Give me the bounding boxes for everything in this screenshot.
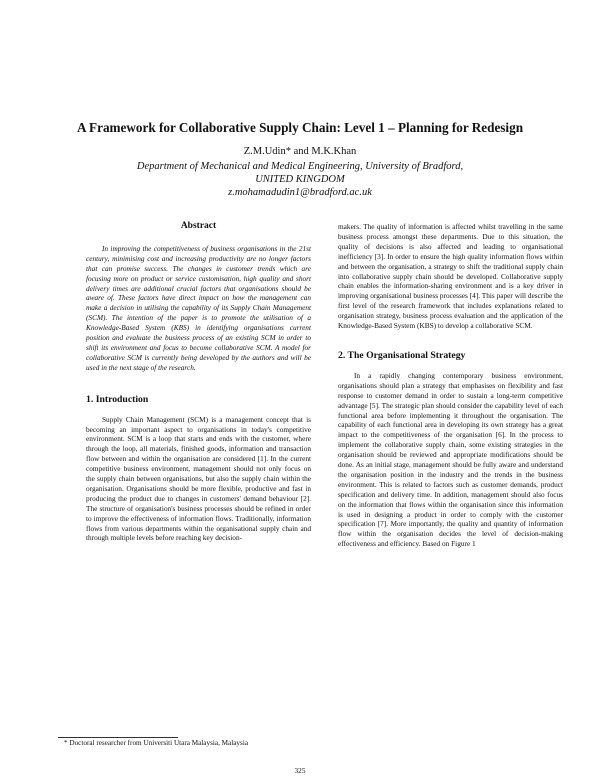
paper-title: A Framework for Collaborative Supply Chain: Level 1 – Planning for Redesign	[76, 120, 524, 135]
department: Department of Mechanical and Medical Engineering, University of Bradford,	[136, 161, 464, 172]
email: z.mohamadudin1@bradford.ac.uk	[228, 187, 372, 198]
right-column	[338, 222, 563, 549]
left-column	[86, 222, 311, 543]
section-1-continuation: makers. The quality of information is affected whilst travelling in the same business process amongst these departments. Due to this situation, the quality of decisions is also affected and leading to organisational inefficiency [3]. In order to ensure the high quality information flows within and between the organisation, a strategy to shift the traditional supply chain into collaborative supply chain should be developed. Collaborative supply chain enables the information-sharing environment and is a key driver in improving organisational business processes [4]. This paper will describe the first level of the research framework that includes explanations related to organisation strategy, business process evaluation and the application of the Knowledge-Based System (KBS) to develop a collaborative SCM.	[338, 222, 563, 331]
affiliation	[0, 160, 600, 199]
section-1-text: Supply Chain Management (SCM) is a management concept that is becoming an important aspect to organisations in today's competitive environment. SCM is a loop that starts and ends with the customer, where through the loop, all materials, finished goods, information and transaction flow between and within the organisation are considered [1]. In the current competitive business environment, management should not only focus on the supply chain between organisations, but also the supply chain within the organisation. Organisations should be more flexible, productive and fast in producing the product due to changes in customers' demand behaviour [2]. The structure of organisation's business processes should be refined in order to improve the effectiveness of information flows. Traditionally, information flows from various departments within the organisational supply chain and through multiple levels before reaching key decision-	[86, 414, 311, 543]
country: UNITED KINGDOM	[255, 174, 345, 185]
section-1-heading: 1. Introduction	[86, 393, 149, 405]
section-2-text: In a rapidly changing contemporary business environment, organisations should plan a strategy that emphasises on flexibility and fast response to customer demand in order to sustain a long-term competitive advantage [5]. The strategic plan should consider the capability level of each functional area before implementing it throughout the organisation. The capability of each functional area in developing its own strategy has a great impact to the competitiveness of the organisation [6]. In the process to implement the collaborative supply chain, some existing strategies in the organisation should be reviewed and appropriate modifications should be done. As an initial stage, management should be fully aware and understand the organisation position in the industry and the trends in the business environment. This is related to factors such as customer demands, product specification and delivery time. In addition, management should also focus on the information that flows within the organisation since this information is used in designing a product in order to comply with the customer specification [7]. More importantly, the quality and quantity of information flow within the organisation decides the level of decision-making effectiveness and efficiency. Based on Figure 1	[338, 370, 563, 549]
section-2-heading: 2. The Organisational Strategy	[338, 349, 466, 361]
authors: Z.M.Udin* and M.K.Khan	[243, 146, 357, 157]
footnote-rule	[58, 737, 178, 738]
abstract-heading: Abstract	[180, 221, 217, 231]
footnote: * Doctoral researcher from Universiti Utara Malaysia, Malaysia	[64, 739, 249, 747]
abstract-text: In improving the competitiveness of business organisations in the 21st century, minimising cost and increasing productivity are no longer factors that can promise success. The changes in customer trends which are focusing more on product or service customisation, high quality and short delivery times are additional crucial factors that organisations should be aware of. These factors have direct impact on how the management can make a decision in utilising the capability of its Supply Chain Management (SCM). The intention of the paper is to promote the utilisation of a Knowledge-Based System (KBS) in identifying organisations current position and evaluate the business process of an existing SCM in order to shift its environment and focus to become collaborative SCM. A model for collaborative SCM is currently being developed by the authors and will be used in the next stage of the research.	[86, 243, 311, 372]
page-number: 325	[294, 766, 306, 775]
